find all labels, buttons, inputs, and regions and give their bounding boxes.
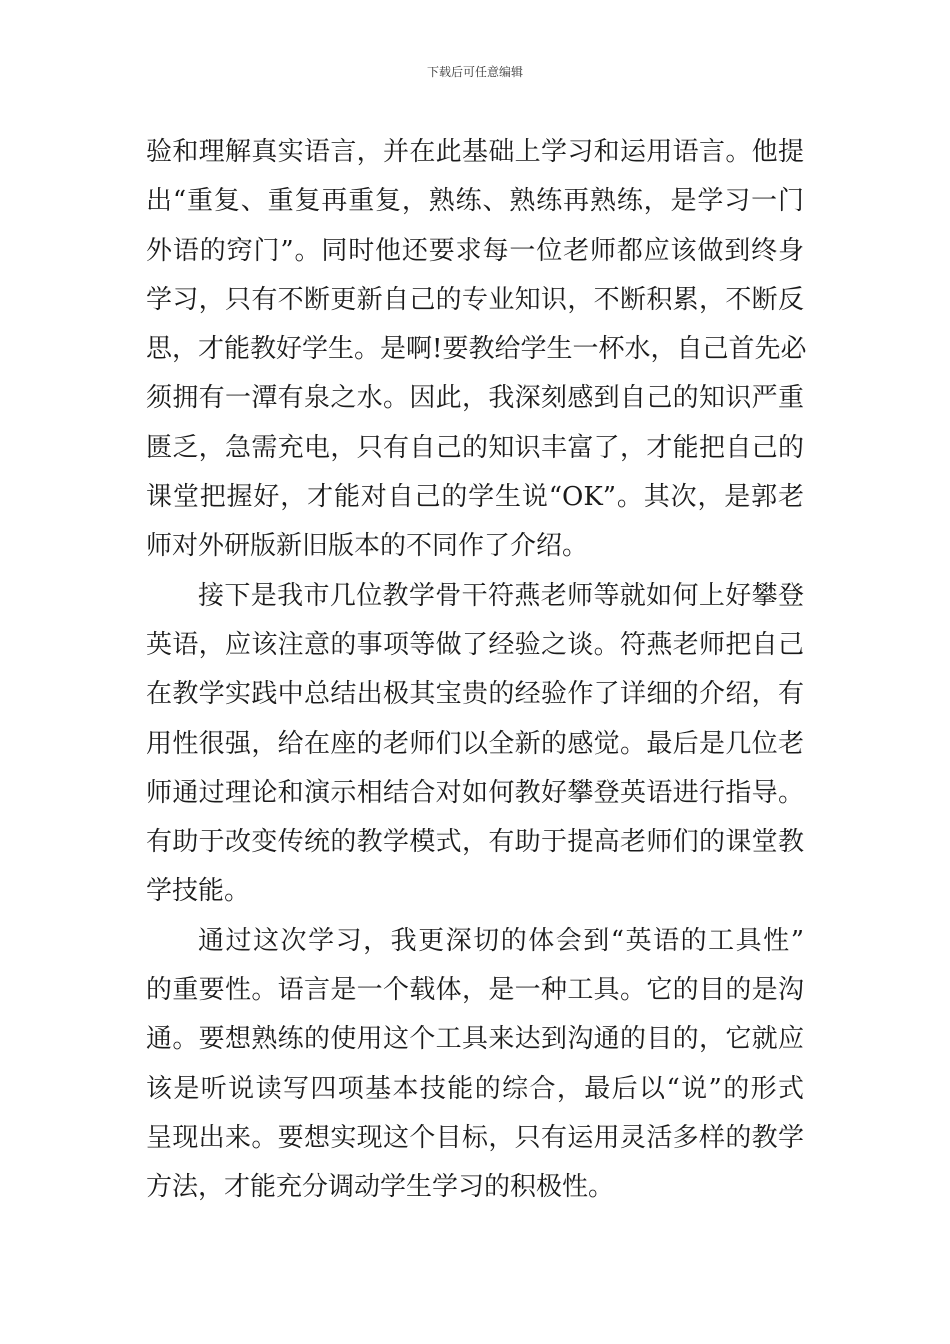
paragraph-1-line-2: 出“重复、重复再重复，熟练、熟练再熟练，是学习一门 (146, 186, 804, 217)
paragraph-1-line-6: 须拥有一潭有泉之水。因此，我深刻感到自己的知识严重 (146, 383, 804, 414)
document-body (146, 128, 807, 1213)
paragraph-2-line-1: 接下是我市几位教学骨干符燕老师等就如何上好攀登 (198, 580, 804, 611)
paragraph-2-line-5: 师通过理论和演示相结合对如何教好攀登英语进行指导。 (146, 777, 804, 808)
paragraph-3-line-4: 该是听说读写四项基本技能的综合，最后以“说”的形式 (146, 1073, 804, 1104)
paragraph-3-line-3: 通。要想熟练的使用这个工具来达到沟通的目的，它就应 (146, 1024, 804, 1055)
paragraph-1-line-1: 验和理解真实语言，并在此基础上学习和运用语言。他提 (146, 137, 804, 167)
paragraph-1-line-8: 课堂把握好，才能对自己的学生说“OK”。其次，是郭老 (146, 482, 804, 513)
paragraph-2-line-7: 学技能。 (146, 876, 251, 907)
paragraph-3-line-6: 方法，才能充分调动学生学习的积极性。 (146, 1172, 615, 1203)
paragraph-3-line-5: 呈现出来。要想实现这个目标，只有运用灵活多样的教学 (146, 1122, 804, 1153)
paragraph-1-line-4: 学习，只有不断更新自己的专业知识，不断积累，不断反 (146, 284, 804, 315)
paragraph-2-line-2: 英语，应该注意的事项等做了经验之谈。符燕老师把自己 (146, 629, 804, 660)
paragraph-1-line-5: 思，才能教好学生。是啊!要教给学生一杯水，自己首先必 (146, 334, 807, 365)
paragraph-3-line-2: 的重要性。语言是一个载体，是一种工具。它的目的是沟 (146, 975, 804, 1006)
paragraph-1-line-9: 师对外研版新旧版本的不同作了介绍。 (146, 531, 589, 562)
paragraph-2-line-6: 有助于改变传统的教学模式，有助于提高老师们的课堂教 (146, 827, 804, 858)
page-header: 下载后可任意编辑 (426, 65, 523, 79)
paragraph-2-line-3: 在教学实践中总结出极其宝贵的经验作了详细的介绍，有 (146, 679, 804, 710)
paragraph-3-line-1: 通过这次学习，我更深切的体会到“英语的工具性” (198, 925, 804, 956)
paragraph-1-line-3: 外语的窍门”。同时他还要求每一位老师都应该做到终身 (146, 235, 804, 266)
paragraph-1-line-7: 匮乏，急需充电，只有自己的知识丰富了，才能把自己的 (146, 432, 804, 463)
paragraph-2-line-4: 用性很强，给在座的老师们以全新的感觉。最后是几位老 (146, 728, 804, 759)
